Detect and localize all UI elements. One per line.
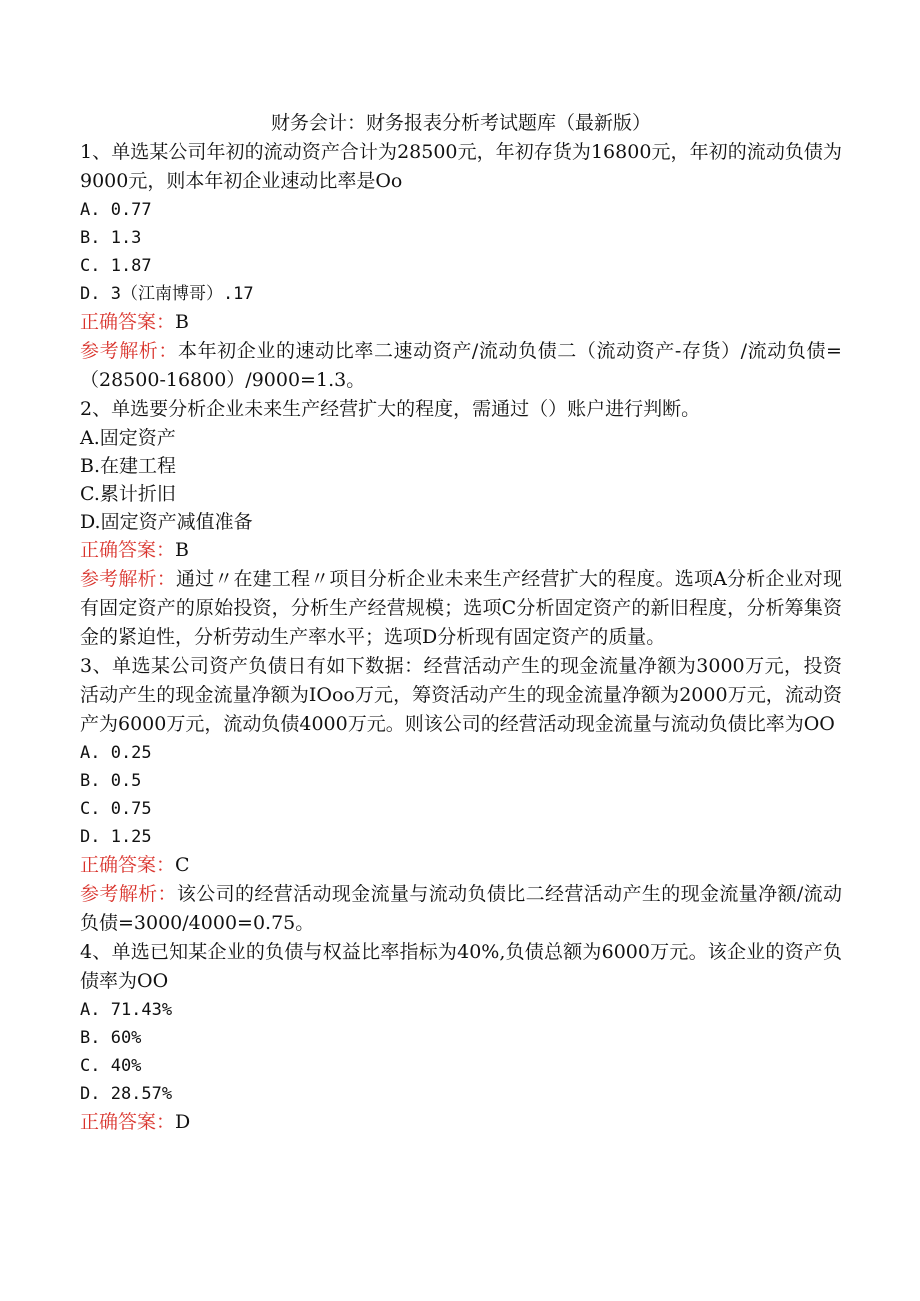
option-c: C. 0.75: [80, 799, 152, 819]
analysis-label: 参考解析：: [80, 340, 178, 362]
analysis-line: [80, 880, 842, 938]
option-a: A. 0.25: [80, 743, 152, 763]
answer-value: B: [175, 311, 189, 333]
answer-line: [80, 1108, 842, 1137]
option-a: A.固定资产: [80, 427, 176, 449]
question-1: [80, 138, 842, 395]
question-text: 2、单选要分析企业未来生产经营扩大的程度，需通过（）账户进行判断。: [80, 398, 701, 420]
answer-label: 正确答案：: [80, 854, 176, 876]
answer-line: [80, 536, 842, 565]
question-2: [80, 395, 842, 652]
answer-label: 正确答案：: [80, 539, 176, 561]
option-d: D. 28.57%: [80, 1084, 173, 1104]
analysis-text: 该公司的经营活动现金流量与流动负债比二经营活动产生的现金流量净额/流动负债=3000/4000=0.75。: [80, 883, 842, 934]
answer-line: [80, 851, 842, 880]
option-a: A. 0.77: [80, 200, 152, 220]
analysis-line: [80, 565, 842, 652]
analysis-text: 本年初企业的速动比率二速动资产/流动负债二（流动资产-存货）/流动负债=（28500-16800）/9000=1.3。: [80, 340, 842, 391]
option-b: B. 1.3: [80, 228, 142, 248]
answer-label: 正确答案：: [80, 311, 176, 333]
option-c: C. 1.87: [80, 256, 152, 276]
question-4: [80, 938, 842, 1137]
question-text: 4、单选已知某企业的负债与权益比率指标为40%,负债总额为6000万元。该企业的资产负债率为OO: [80, 941, 842, 992]
option-b: B.在建工程: [80, 455, 177, 477]
analysis-label: 参考解析：: [80, 568, 176, 590]
option-c: C. 40%: [80, 1056, 142, 1076]
analysis-label: 参考解析：: [80, 883, 177, 905]
option-b: B. 0.5: [80, 771, 142, 791]
question-text: 1、单选某公司年初的流动资产合计为28500元，年初存货为16800元，年初的流动负债为9000元，则本年初企业速动比率是Oo: [80, 141, 842, 192]
question-3: [80, 652, 842, 938]
analysis-line: [80, 337, 842, 395]
document-page: [80, 108, 842, 1137]
answer-line: [80, 308, 842, 337]
document-title: 财务会计：财务报表分析考试题库（最新版）: [270, 112, 651, 134]
option-a: A. 71.43%: [80, 1000, 173, 1020]
answer-value: C: [175, 854, 190, 876]
answer-value: D: [175, 1111, 191, 1133]
option-d: D. 3（江南博哥）.17: [80, 284, 254, 304]
answer-label: 正确答案：: [80, 1111, 176, 1133]
analysis-text: 通过〃在建工程〃项目分析企业未来生产经营扩大的程度。选项A分析企业对现有固定资产的原始投资，分析生产经营规模；选项C分析固定资产的新旧程度，分析筹集资金的紧迫性，分析劳动生产率水平；选项D分析现有固定资产的质量。: [80, 568, 842, 648]
option-d: D.固定资产减值准备: [80, 511, 253, 533]
option-c: C.累计折旧: [80, 483, 176, 505]
question-text: 3、单选某公司资产负债日有如下数据：经营活动产生的现金流量净额为3000万元，投资活动产生的现金流量净额为IOoo万元，筹资活动产生的现金流量净额为2000万元，流动资产为6000万元，流动负债4000万元。则该公司的经营活动现金流量与流动负债比率为OO: [80, 655, 842, 735]
option-d: D. 1.25: [80, 827, 152, 847]
answer-value: B: [175, 539, 189, 561]
option-b: B. 60%: [80, 1028, 142, 1048]
